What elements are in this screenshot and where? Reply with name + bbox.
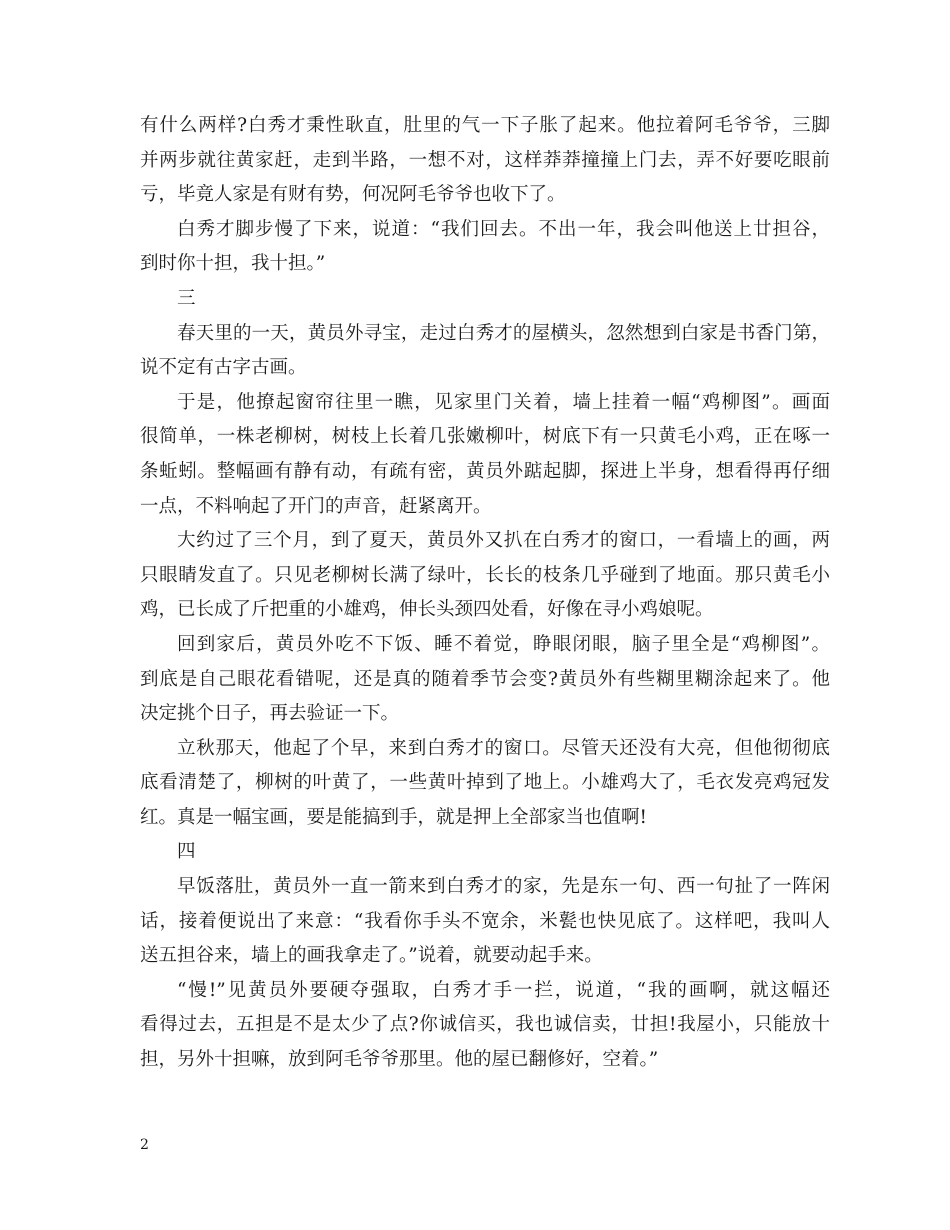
text-line: 底看清楚了，柳树的叶黄了，一些黄叶掉到了地上。小雄鸡大了，毛衣发亮鸡冠发 bbox=[140, 772, 830, 794]
section-heading: 三 bbox=[177, 287, 196, 309]
text-line: 条蚯蚓。整幅画有静有动，有疏有密，黄员外踮起脚，探进上半身，想看得再仔细 bbox=[140, 460, 830, 482]
text-line: 白秀才脚步慢了下来，说道：“我们回去。不出一年，我会叫他送上廿担谷， bbox=[177, 218, 830, 240]
text-line: 话，接着便说出了来意：“我看你手头不宽余，米甏也快见底了。这样吧，我叫人 bbox=[140, 910, 830, 932]
text-line: 于是，他撩起窗帘往里一瞧，见家里门关着，墙上挂着一幅“鸡柳图”。画面 bbox=[177, 391, 830, 413]
text-line: “慢!”见黄员外要硬夺强取，白秀才手一拦，说道，“我的画啊，就这幅还 bbox=[177, 979, 830, 1001]
text-line: 担，另外十担嘛，放到阿毛爷爷那里。他的屋已翻修好，空着。” bbox=[140, 1049, 659, 1071]
text-line: 看得过去，五担是不是太少了点?你诚信买，我也诚信卖，廿担!我屋小，只能放十 bbox=[140, 1014, 830, 1036]
section-heading: 四 bbox=[177, 841, 196, 863]
text-line: 到底是自己眼花看错呢，还是真的随着季节会变?黄员外有些糊里糊涂起来了。他 bbox=[140, 668, 830, 690]
text-line: 一点，不料响起了开门的声音，赶紧离开。 bbox=[140, 495, 492, 517]
text-line: 送五担谷来，墙上的画我拿走了。”说着，就要动起手来。 bbox=[140, 945, 603, 967]
text-line: 有什么两样?白秀才秉性耿直，肚里的气一下子胀了起来。他拉着阿毛爷爷，三脚 bbox=[140, 115, 830, 136]
text-line: 回到家后，黄员外吃不下饭、睡不着觉，睁眼闭眼，脑子里全是“鸡柳图”。 bbox=[177, 633, 830, 655]
text-line: 亏，毕竟人家是有财有势，何况阿毛爷爷也收下了。 bbox=[140, 184, 566, 206]
page-number: 2 bbox=[140, 1137, 149, 1153]
text-line: 到时你十担，我十担。” bbox=[140, 253, 326, 275]
text-line: 并两步就往黄家赶，走到半路，一想不对，这样莽莽撞撞上门去，弄不好要吃眼前 bbox=[140, 149, 830, 171]
text-line: 立秋那天，他起了个早，来到白秀才的窗口。尽管天还没有大亮，但他彻彻底 bbox=[177, 737, 830, 759]
text-line: 说不定有古字古画。 bbox=[140, 357, 307, 379]
text-line: 决定挑个日子，再去验证一下。 bbox=[140, 703, 400, 725]
body-text bbox=[140, 115, 830, 1084]
text-line: 很简单，一株老柳树，树枝上长着几张嫩柳叶，树底下有一只黄毛小鸡，正在啄一 bbox=[140, 426, 830, 448]
text-line: 春天里的一天，黄员外寻宝，走过白秀才的屋横头，忽然想到白家是书香门第， bbox=[177, 322, 830, 344]
text-line: 只眼睛发直了。只见老柳树长满了绿叶，长长的枝条几乎碰到了地面。那只黄毛小 bbox=[140, 564, 830, 586]
text-line: 早饭落肚，黄员外一直一箭来到白秀才的家，先是东一句、西一句扯了一阵闲 bbox=[177, 876, 830, 898]
text-line: 大约过了三个月，到了夏天，黄员外又扒在白秀才的窗口，一看墙上的画，两 bbox=[177, 530, 830, 552]
text-line: 红。真是一幅宝画，要是能搞到手，就是押上全部家当也值啊! bbox=[140, 806, 647, 828]
text-line: 鸡，已长成了斤把重的小雄鸡，伸长头颈四处看，好像在寻小鸡娘呢。 bbox=[140, 599, 714, 621]
